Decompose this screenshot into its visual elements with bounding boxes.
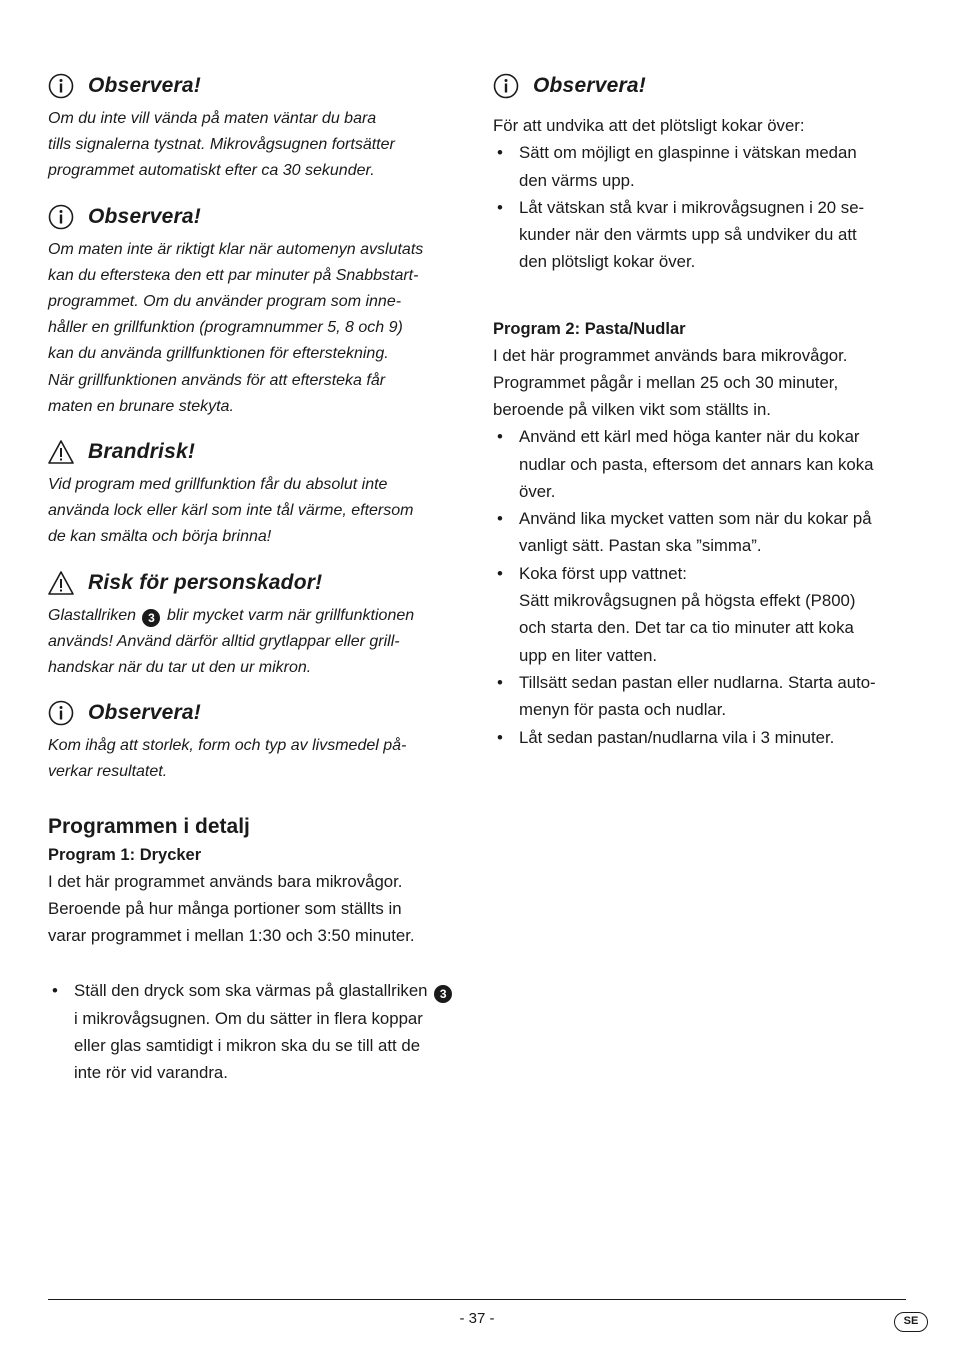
notice-title: Observera! xyxy=(88,701,201,725)
program-2-description: I det här programmet används bara mikrovågor. Programmet pågår i mellan 25 och 30 minuter, beroende på vilken vikt som ställts in. xyxy=(493,345,848,420)
info-icon xyxy=(48,73,74,99)
footer-divider xyxy=(48,1299,906,1300)
notice-title: Brandrisk! xyxy=(88,440,196,464)
notice-bullets xyxy=(493,139,909,275)
notice-observera-3 xyxy=(48,695,464,785)
warning-triangle-icon xyxy=(48,570,74,596)
notice-title: Observera! xyxy=(88,204,201,228)
program-1-instructions xyxy=(48,977,464,1086)
list-item: • Koka först upp vattnet: Sätt mikrovågsugnen på högsta effekt (P800) och starta den. Det tar ca tio minuter att koka upp en liter vatten. xyxy=(493,560,909,669)
info-icon xyxy=(48,204,74,230)
notice-observera-4 xyxy=(493,68,909,276)
notice-brandrisk xyxy=(48,434,464,551)
notice-body: Kom ihåg att storlek, form och typ av livsmedel på- verkar resultatet. xyxy=(48,737,407,781)
language-badge: SE xyxy=(894,1312,928,1332)
notice-body: Om maten inte är riktigt klar när automenyn avslutats kan du efterstека den ett par minuter på Snabbstart- programmet. Om du använder program som inne- håller en grillfunktion (programnummer 5, 8 och 9) kan du använda grillfunktionen för efterstekning. När grillfunktionen används för att eftersteka får maten en brunare stekyta. xyxy=(48,240,424,415)
notice-title: Observera! xyxy=(533,74,646,97)
program-1-description: I det här programmet används bara mikrovågor. Beroende på hur många portioner som ställts in varar programmet i mellan 1:30 och 3:50 minuter. xyxy=(48,871,415,946)
program-2-instructions xyxy=(493,423,909,751)
notice-risk-personskador xyxy=(48,565,464,682)
notice-intro: För att undvika att det plötsligt kokar över: xyxy=(493,116,805,135)
info-icon xyxy=(493,73,519,99)
program-2-title: Program 2: Pasta/Nudlar xyxy=(493,319,686,338)
left-column xyxy=(48,68,464,1086)
right-column xyxy=(493,68,909,751)
warning-triangle-icon xyxy=(48,439,74,465)
page-number: - 37 - xyxy=(459,1310,495,1327)
notice-title: Observera! xyxy=(88,74,201,97)
list-item: • Låt sedan pastan/nudlarna vila i 3 minuter. xyxy=(493,724,909,751)
part-number-badge: 3 xyxy=(142,609,160,627)
list-item: • Använd lika mycket vatten som när du kokar på vanligt sätt. Pastan ska ”simma”. xyxy=(493,505,909,560)
notice-observera-1 xyxy=(48,68,464,185)
section-title: Programmen i detalj xyxy=(48,814,250,838)
notice-body: Om du inte vill vända på maten väntar du bara tills signalerna tystnat. Mikrovågsugnen fortsätter programmet automatiskt efter ca 30 sekunder. xyxy=(48,110,395,180)
list-item: • Sätt om möjligt en glaspinne i vätskan medan den värms upp. xyxy=(493,139,909,194)
part-number-badge: 3 xyxy=(434,985,452,1003)
list-item: • Ställ den dryck som ska värmas på glastallriken 3 i mikrovågsugnen. Om du sätter in flera koppar eller glas samtidigt i mikron ska du se till att de inte rör vid varandra. xyxy=(48,977,464,1086)
notice-body: Vid program med grillfunktion får du absolut inte använda lock eller kärl som inte tål värme, eftersom de kan smälta och börja brinna! xyxy=(48,476,414,546)
notice-title: Risk för personskador! xyxy=(88,570,323,594)
info-icon xyxy=(48,700,74,726)
notice-body: Glastallriken 3 blir mycket varm när grillfunktionen används! Använd därför alltid grytlappar eller grill- handskar när du tar ut den ur mikron. xyxy=(48,606,415,677)
notice-observera-2 xyxy=(48,199,464,420)
list-item: • Tillsätt sedan pastan eller nudlarna. Starta auto- menyn för pasta och nudlar. xyxy=(493,669,909,724)
program-1-title: Program 1: Drycker xyxy=(48,845,202,864)
list-item: • Låt vätskan stå kvar i mikrovågsugnen i 20 se- kunder när den värmts upp så undviker du att den plötsligt kokar över. xyxy=(493,194,909,276)
list-item: • Använd ett kärl med höga kanter när du kokar nudlar och pasta, eftersom det annars kan koka över. xyxy=(493,423,909,505)
